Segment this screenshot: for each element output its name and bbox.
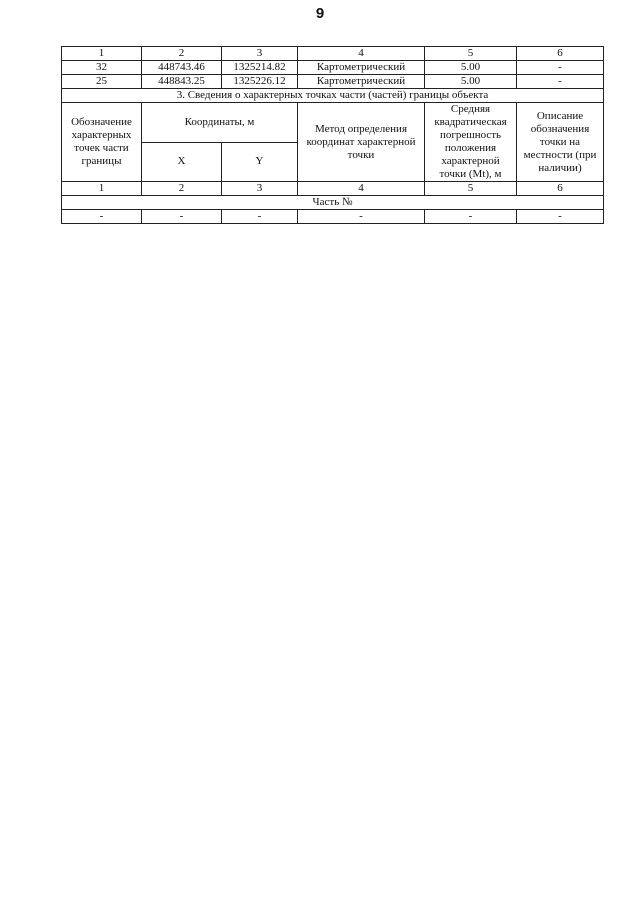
empty-cell: - <box>425 210 517 224</box>
empty-cell: - <box>298 210 425 224</box>
method-header: Метод определения координат характерной точки <box>298 103 425 182</box>
accuracy-header: Средняя квадратическая погрешность положения характерной точки (Mt), м <box>425 103 517 182</box>
empty-cell: - <box>142 210 222 224</box>
empty-cell: - <box>62 210 142 224</box>
column-number: 1 <box>62 182 142 196</box>
point-number: 25 <box>62 75 142 89</box>
description-header: Описание обозначения точки на местности (при наличии) <box>517 103 604 182</box>
column-number-row <box>62 182 604 196</box>
description: - <box>517 75 604 89</box>
table-row <box>62 75 604 89</box>
point-number: 32 <box>62 61 142 75</box>
coordinate-y: 1325226.12 <box>222 75 298 89</box>
y-header: Y <box>222 142 298 182</box>
page-number: 9 <box>315 5 325 22</box>
coordinate-x: 448843.25 <box>142 75 222 89</box>
column-number: 4 <box>298 182 425 196</box>
section-header-row <box>62 103 604 143</box>
empty-cell: - <box>517 210 604 224</box>
coordinates-header: Координаты, м <box>142 103 298 143</box>
coordinate-x: 448743.46 <box>142 61 222 75</box>
method: Картометрический <box>298 75 425 89</box>
table-row <box>62 210 604 224</box>
header-cell: 3 <box>222 47 298 61</box>
part-label: Часть № <box>62 196 604 210</box>
description: - <box>517 61 604 75</box>
table-row <box>62 61 604 75</box>
column-number: 3 <box>222 182 298 196</box>
coordinates-table <box>61 46 604 224</box>
header-cell: 6 <box>517 47 604 61</box>
coordinate-y: 1325214.82 <box>222 61 298 75</box>
header-cell: 2 <box>142 47 222 61</box>
accuracy: 5.00 <box>425 75 517 89</box>
section-title-row <box>62 89 604 103</box>
accuracy: 5.00 <box>425 61 517 75</box>
header-cell: 1 <box>62 47 142 61</box>
column-number: 6 <box>517 182 604 196</box>
header-cell: 5 <box>425 47 517 61</box>
empty-cell: - <box>222 210 298 224</box>
column-number: 5 <box>425 182 517 196</box>
method: Картометрический <box>298 61 425 75</box>
designation-header: Обозначение характерных точек части границы <box>62 103 142 182</box>
x-header: X <box>142 142 222 182</box>
column-number: 2 <box>142 182 222 196</box>
header-cell: 4 <box>298 47 425 61</box>
section-title: 3. Сведения о характерных точках части (частей) границы объекта <box>62 89 604 103</box>
part-row <box>62 196 604 210</box>
top-table-header-row <box>62 47 604 61</box>
